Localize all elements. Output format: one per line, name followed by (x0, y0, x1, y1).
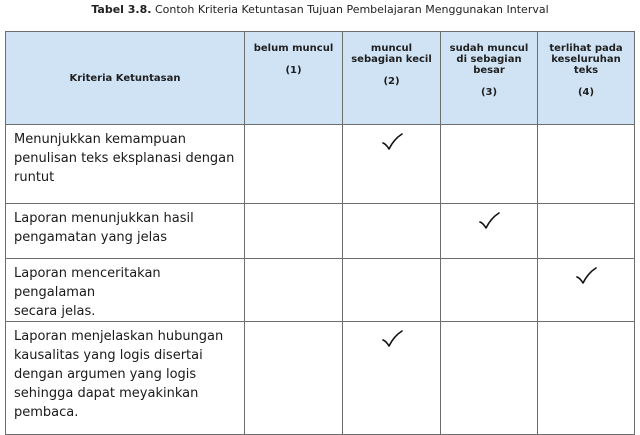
header-level-4 (538, 32, 635, 125)
header-level-2-line-1: muncul (370, 43, 413, 54)
table-caption (0, 3, 640, 16)
row-2-criteria (6, 204, 245, 259)
row-2-level-3-cell (441, 204, 538, 259)
row-3-level-3-cell (441, 259, 538, 322)
caption-title: Contoh Kriteria Ketuntasan Tujuan Pembelajaran Menggunakan Interval (154, 3, 549, 16)
header-level-4-line-3: teks (573, 65, 599, 76)
header-row (6, 32, 635, 125)
check-mark-icon (380, 330, 404, 348)
row-4-criteria (6, 322, 245, 435)
row-4-level-2-cell (343, 322, 441, 435)
row-1-line-2: penulisan teks eksplanasi dengan (14, 151, 235, 166)
row-3-criteria (6, 259, 245, 322)
header-level-3-line-3: besar (473, 65, 505, 76)
header-level-4-number: (4) (577, 87, 595, 98)
table-row (6, 125, 635, 204)
row-2-level-1-cell (245, 204, 343, 259)
header-level-4-line-1: terlihat pada (549, 43, 623, 54)
header-level-3-number: (3) (480, 87, 498, 98)
header-level-2-line-2: sebagian kecil (351, 54, 432, 65)
row-2-line-2: pengamatan yang jelas (14, 230, 168, 245)
row-1-level-2-cell (343, 125, 441, 204)
row-3-line-1: Laporan menceritakan pengalaman (14, 266, 161, 300)
header-level-2-number: (2) (383, 76, 400, 87)
row-4-level-4-cell (538, 322, 635, 435)
row-4-line-3: dengan argumen yang logis (14, 367, 197, 382)
header-level-3 (441, 32, 538, 125)
header-level-1-number: (1) (285, 65, 302, 76)
row-3-level-2-cell (343, 259, 441, 322)
row-2-level-4-cell (538, 204, 635, 259)
table-row (6, 204, 635, 259)
criteria-table (5, 31, 635, 435)
row-3-level-1-cell (245, 259, 343, 322)
row-1-line-3: runtut (14, 170, 55, 185)
caption-label: Tabel 3.8. (91, 3, 152, 16)
row-4-line-4: sehingga dapat meyakinkan (14, 386, 199, 401)
row-2-line-1: Laporan menunjukkan hasil (14, 211, 194, 226)
row-4-level-3-cell (441, 322, 538, 435)
row-3-level-4-cell (538, 259, 635, 322)
row-3-line-2: secara jelas. (14, 304, 96, 319)
row-1-level-4-cell (538, 125, 635, 204)
header-level-2 (343, 32, 441, 125)
row-4-line-1: Laporan menjelaskan hubungan (14, 329, 224, 344)
row-1-level-1-cell (245, 125, 343, 204)
header-level-4-line-2: keseluruhan (551, 54, 621, 65)
header-level-1 (245, 32, 343, 125)
table-row (6, 322, 635, 435)
row-4-level-1-cell (245, 322, 343, 435)
header-level-3-line-2: di sebagian (456, 54, 522, 65)
table-row (6, 259, 635, 322)
check-mark-icon (574, 267, 598, 285)
row-1-criteria (6, 125, 245, 204)
header-criteria: Kriteria Ketuntasan (6, 32, 245, 125)
header-level-3-line-1: sudah muncul (449, 43, 529, 54)
row-1-level-3-cell (441, 125, 538, 204)
row-4-line-2: kausalitas yang logis disertai (14, 348, 203, 363)
header-level-1-line-1: belum muncul (253, 43, 334, 54)
check-mark-icon (380, 133, 404, 151)
row-4-line-5: pembaca. (14, 405, 79, 420)
row-1-line-1: Menunjukkan kemampuan (14, 132, 187, 147)
row-2-level-2-cell (343, 204, 441, 259)
check-mark-icon (477, 212, 501, 230)
